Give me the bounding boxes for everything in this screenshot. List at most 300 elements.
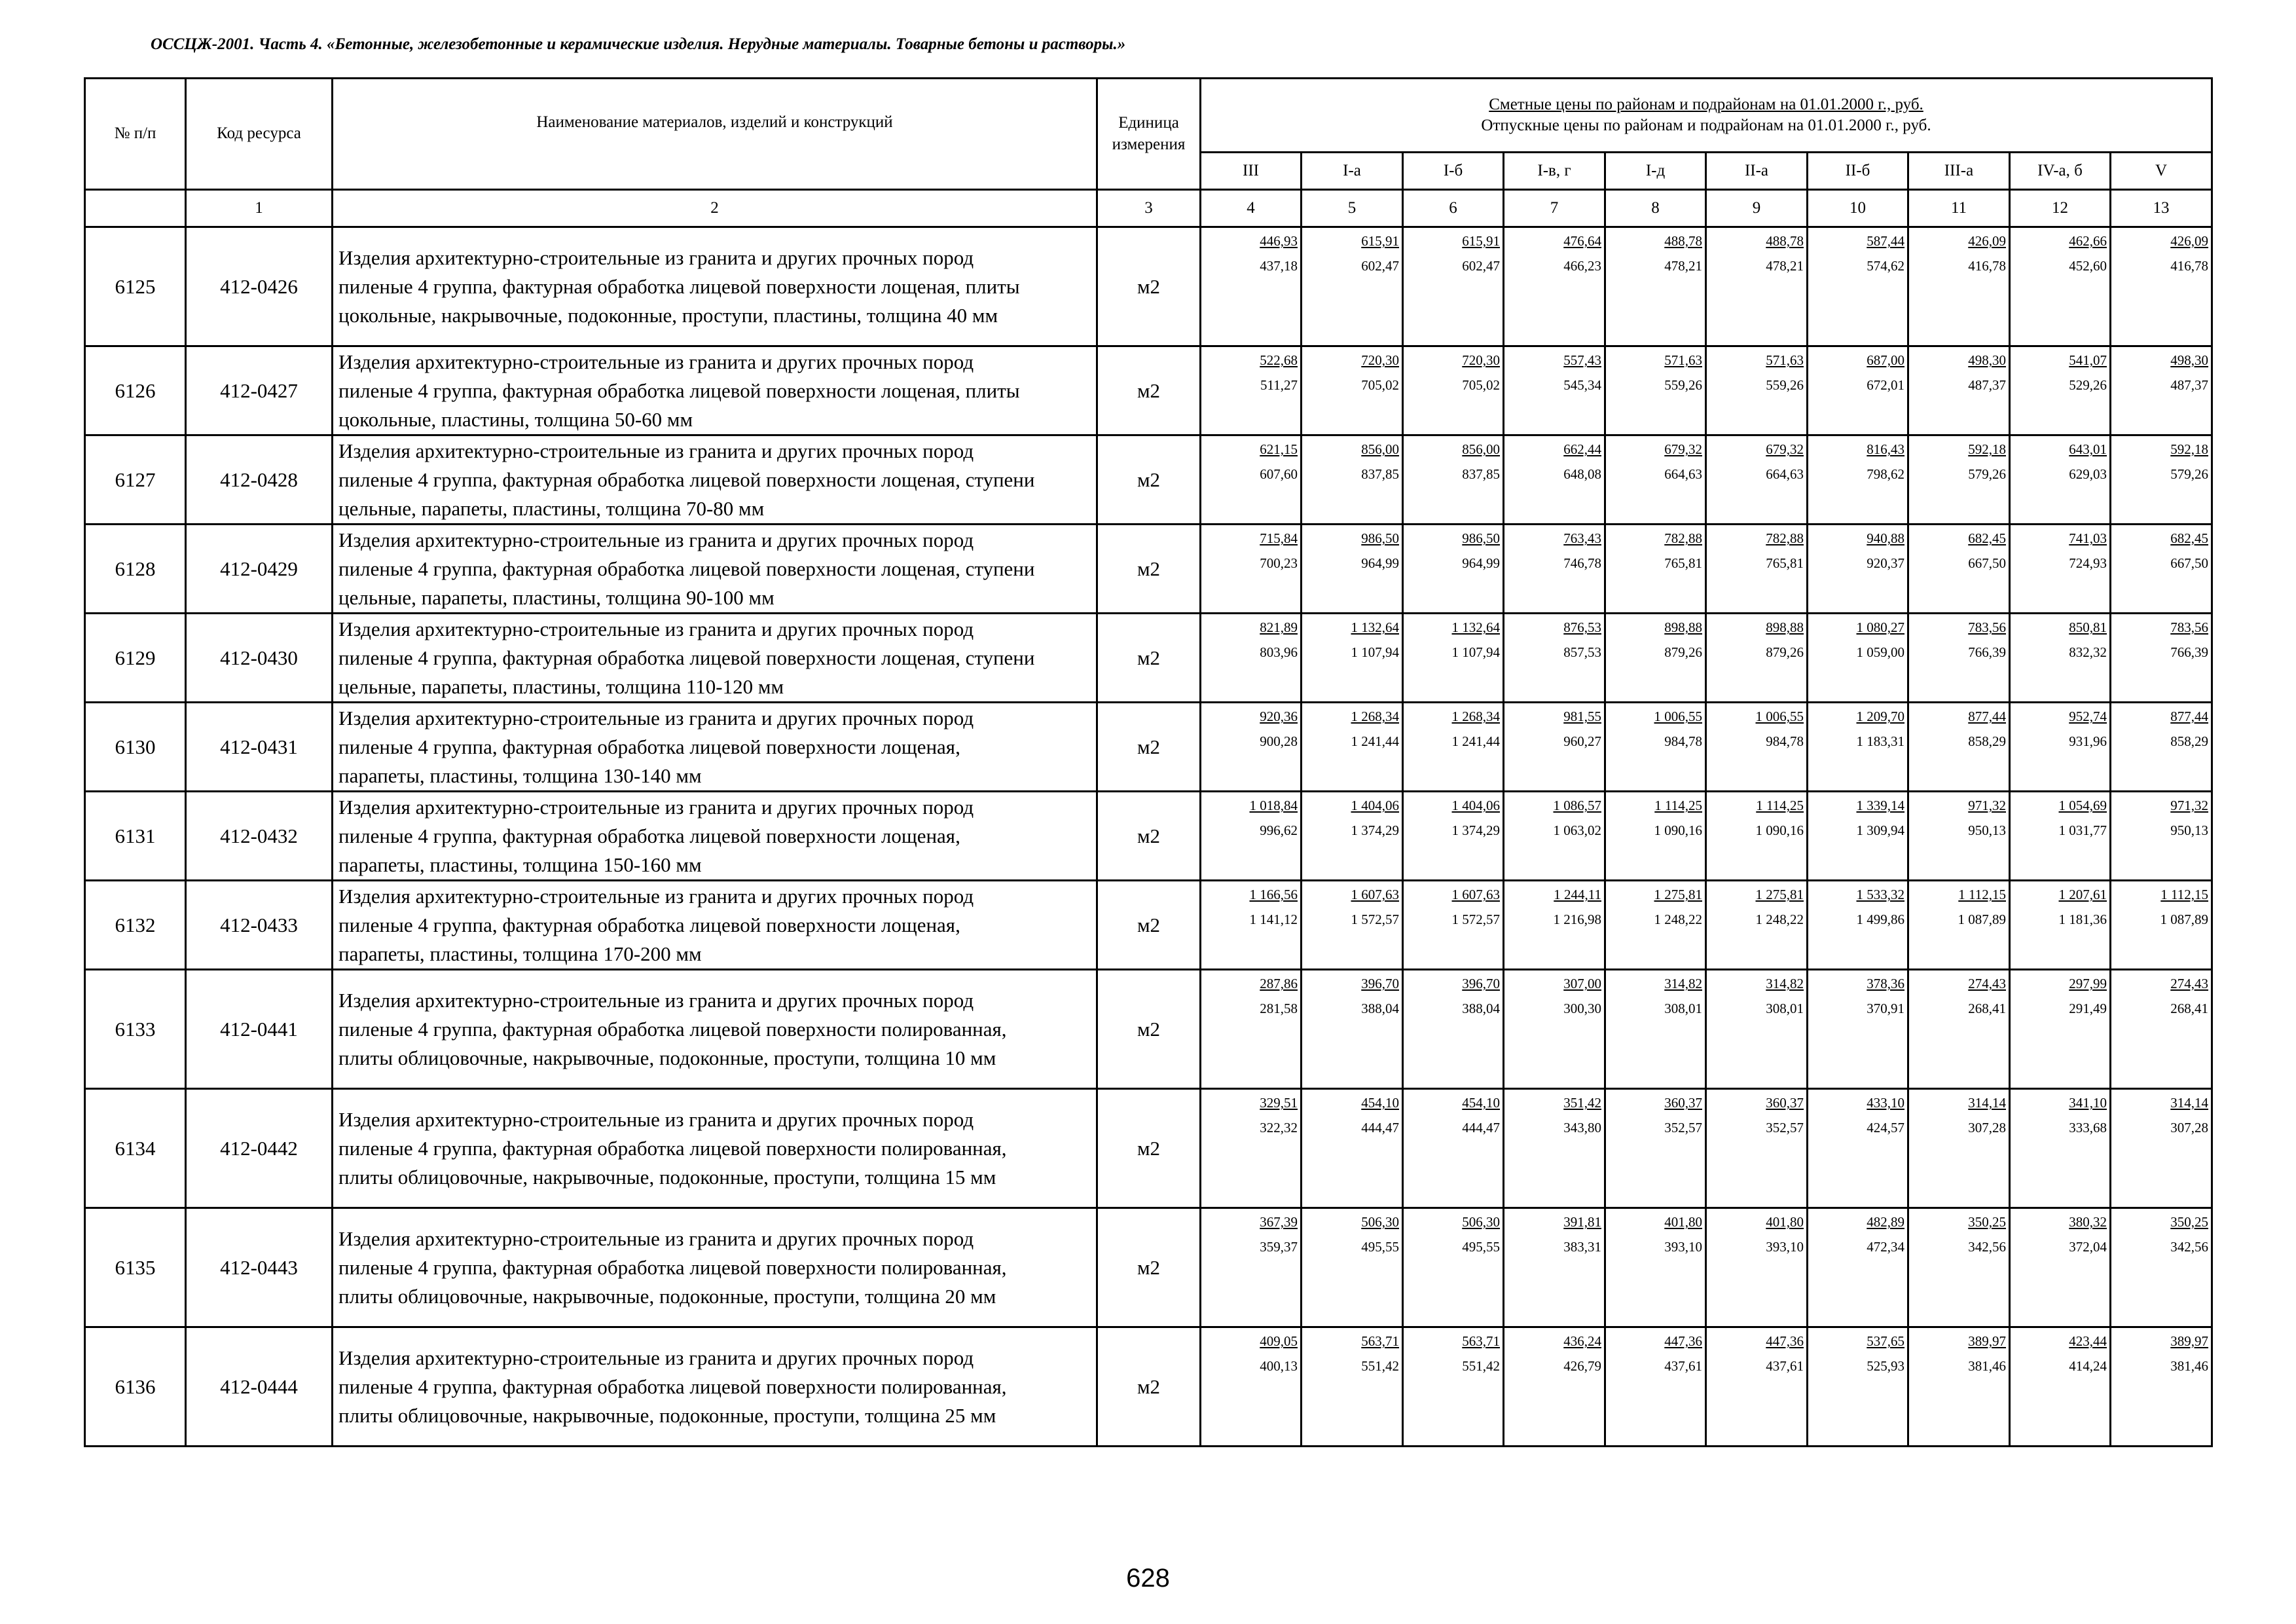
price-cell	[2010, 881, 2111, 970]
price-cell	[1908, 227, 2010, 346]
estimate-price: 920,36	[1260, 709, 1298, 724]
release-price: 1 248,22	[1755, 912, 1804, 927]
column-number: 11	[1908, 190, 2010, 227]
release-price: 765,81	[1664, 555, 1702, 571]
release-price: 960,27	[1563, 733, 1601, 749]
estimate-price: 782,88	[1664, 530, 1702, 546]
release-price: 1 241,44	[1351, 733, 1399, 749]
release-price: 798,62	[1867, 466, 1904, 482]
price-cell	[1605, 525, 1706, 614]
release-price: 964,99	[1462, 555, 1500, 571]
material-name-line: Изделия архитектурно-строительные из гранита и других прочных пород	[338, 706, 974, 729]
resource-code: 412-0433	[186, 881, 333, 970]
release-price: 559,26	[1664, 377, 1702, 393]
column-number: 2	[333, 190, 1097, 227]
estimate-price: 821,89	[1260, 619, 1298, 635]
material-name-line: цельные, парапеты, пластины, толщина 70-80 мм	[338, 496, 765, 520]
release-price: 525,93	[1867, 1358, 1904, 1374]
price-cell	[1403, 703, 1504, 792]
header-region: II-а	[1706, 153, 1808, 190]
release-price: 487,37	[1968, 377, 2006, 393]
price-cell	[1706, 1089, 1808, 1208]
price-cell	[2111, 792, 2212, 881]
release-price: 900,28	[1260, 733, 1298, 749]
price-cell	[1808, 970, 1908, 1089]
price-cell	[1706, 614, 1808, 703]
unit-of-measure: м2	[1097, 525, 1201, 614]
column-number: 1	[186, 190, 333, 227]
row-index: 6135	[85, 1208, 186, 1327]
material-name-line: Изделия архитектурно-строительные из гранита и других прочных пород	[338, 246, 974, 269]
page-header: ОССЦЖ-2001. Часть 4. «Бетонные, железобетонные и керамические изделия. Нерудные материалы. Товарные бетоны и растворы.»	[151, 35, 1126, 53]
price-cell	[1808, 1327, 1908, 1447]
price-cell	[1605, 1208, 1706, 1327]
estimate-price: 1 268,34	[1351, 709, 1399, 724]
price-cell	[2010, 970, 2111, 1089]
estimate-price: 816,43	[1867, 441, 1904, 457]
estimate-price: 423,44	[2069, 1333, 2107, 1349]
material-name-line: Изделия архитектурно-строительные из гранита и других прочных пород	[338, 884, 974, 908]
estimate-price: 488,78	[1664, 233, 1702, 249]
estimate-price: 476,64	[1563, 233, 1601, 249]
header-code: Код ресурса	[186, 79, 333, 190]
price-cell	[1302, 614, 1403, 703]
price-cell	[1605, 792, 1706, 881]
estimate-price: 971,32	[1968, 798, 2006, 813]
release-price: 950,13	[2170, 822, 2209, 838]
price-cell	[1201, 614, 1302, 703]
estimate-price: 679,32	[1664, 441, 1702, 457]
release-price: 551,42	[1361, 1358, 1399, 1374]
material-name-line: плиты облицовочные, накрывочные, подоконные, проступи, толщина 10 мм	[338, 1046, 996, 1069]
release-price: 1 181,36	[2058, 912, 2107, 927]
price-cell	[1908, 1327, 2010, 1447]
price-cell	[1504, 792, 1605, 881]
price-cell	[1201, 703, 1302, 792]
header-region: I-в, г	[1504, 153, 1605, 190]
estimate-price: 720,30	[1462, 352, 1500, 368]
estimate-price: 391,81	[1563, 1214, 1601, 1230]
price-cell	[1808, 525, 1908, 614]
estimate-price: 506,30	[1462, 1214, 1500, 1230]
material-name-line: пиленые 4 группа, фактурная обработка лицевой поверхности лощеная,	[338, 913, 960, 936]
estimate-price: 587,44	[1867, 233, 1904, 249]
estimate-price: 380,32	[2069, 1214, 2107, 1230]
material-name-line: пиленые 4 группа, фактурная обработка лицевой поверхности полированная,	[338, 1375, 1007, 1398]
column-number	[85, 190, 186, 227]
material-name-line: пиленые 4 группа, фактурная обработка лицевой поверхности полированная,	[338, 1017, 1007, 1041]
estimate-price: 682,45	[2170, 530, 2209, 546]
estimate-price: 782,88	[1766, 530, 1804, 546]
estimate-price: 436,24	[1563, 1333, 1601, 1349]
release-price: 388,04	[1462, 1001, 1500, 1016]
release-price: 705,02	[1462, 377, 1500, 393]
release-price: 444,47	[1462, 1120, 1500, 1135]
estimate-price: 537,65	[1867, 1333, 1904, 1349]
release-price: 1 090,16	[1755, 822, 1804, 838]
estimate-price: 396,70	[1361, 976, 1399, 991]
material-name	[333, 792, 1097, 881]
release-price: 803,96	[1260, 644, 1298, 660]
release-price: 381,46	[1968, 1358, 2006, 1374]
estimate-price: 360,37	[1766, 1095, 1804, 1111]
release-price: 996,62	[1260, 822, 1298, 838]
price-cell	[1605, 970, 1706, 1089]
price-cell	[1201, 346, 1302, 435]
price-cell	[1403, 970, 1504, 1089]
estimate-price: 1 275,81	[1755, 887, 1804, 902]
estimate-price: 898,88	[1664, 619, 1702, 635]
table-row	[85, 346, 2212, 435]
material-name-line: пиленые 4 группа, фактурная обработка лицевой поверхности лощеная, ступени	[338, 468, 1035, 491]
price-cell	[1706, 435, 1808, 525]
price-cell	[1908, 1208, 2010, 1327]
unit-of-measure: м2	[1097, 1089, 1201, 1208]
release-price: 393,10	[1664, 1239, 1702, 1255]
column-number: 10	[1808, 190, 1908, 227]
estimate-price: 662,44	[1563, 441, 1601, 457]
price-cell	[1706, 1327, 1808, 1447]
column-number: 6	[1403, 190, 1504, 227]
price-cell	[1201, 525, 1302, 614]
price-cell	[1908, 346, 2010, 435]
estimate-price: 488,78	[1766, 233, 1804, 249]
release-price: 857,53	[1563, 644, 1601, 660]
header-region: V	[2111, 153, 2212, 190]
estimate-price: 351,42	[1563, 1095, 1601, 1111]
estimate-price: 741,03	[2069, 530, 2107, 546]
estimate-price: 1 018,84	[1249, 798, 1298, 813]
estimate-price: 1 086,57	[1553, 798, 1601, 813]
estimate-price: 557,43	[1563, 352, 1601, 368]
price-cell	[1504, 881, 1605, 970]
table-row	[85, 703, 2212, 792]
estimate-price: 498,30	[1968, 352, 2006, 368]
estimate-price: 563,71	[1462, 1333, 1500, 1349]
estimate-price: 1 339,14	[1856, 798, 1904, 813]
estimate-price: 1 006,55	[1654, 709, 1702, 724]
price-cell	[1504, 970, 1605, 1089]
header-release-prices: Отпускные цены по районам и подрайонам на 01.01.2000 г., руб.	[1481, 117, 1931, 134]
column-number: 12	[2010, 190, 2111, 227]
row-index: 6130	[85, 703, 186, 792]
header-unit: Единица измерения	[1097, 79, 1201, 190]
resource-code: 412-0432	[186, 792, 333, 881]
estimate-price: 981,55	[1563, 709, 1601, 724]
release-price: 1 031,77	[2058, 822, 2107, 838]
release-price: 1 063,02	[1553, 822, 1601, 838]
price-cell	[1908, 614, 2010, 703]
material-name-line: Изделия архитектурно-строительные из гранита и других прочных пород	[338, 528, 974, 551]
estimate-price: 274,43	[2170, 976, 2209, 991]
price-cell	[1808, 435, 1908, 525]
estimate-price: 1 404,06	[1451, 798, 1500, 813]
estimate-price: 621,15	[1260, 441, 1298, 457]
material-name	[333, 881, 1097, 970]
material-name	[333, 1327, 1097, 1447]
price-cell	[2111, 970, 2212, 1089]
price-cell	[1302, 970, 1403, 1089]
material-name	[333, 227, 1097, 346]
header-idx: № п/п	[85, 79, 186, 190]
release-price: 307,28	[1968, 1120, 2006, 1135]
price-cell	[1504, 435, 1605, 525]
column-number: 7	[1504, 190, 1605, 227]
release-price: 393,10	[1766, 1239, 1804, 1255]
row-index: 6126	[85, 346, 186, 435]
estimate-price: 643,01	[2069, 441, 2107, 457]
price-cell	[1403, 435, 1504, 525]
price-table	[84, 77, 2213, 1447]
estimate-price: 563,71	[1361, 1333, 1399, 1349]
estimate-price: 592,18	[2170, 441, 2209, 457]
release-price: 667,50	[1968, 555, 2006, 571]
release-price: 307,28	[2170, 1120, 2209, 1135]
price-cell	[1302, 881, 1403, 970]
price-cell	[1605, 227, 1706, 346]
release-price: 388,04	[1361, 1001, 1399, 1016]
release-price: 1 374,29	[1451, 822, 1500, 838]
price-cell	[1201, 1327, 1302, 1447]
material-name	[333, 346, 1097, 435]
price-cell	[1605, 614, 1706, 703]
price-cell	[1403, 614, 1504, 703]
price-cell	[1302, 1208, 1403, 1327]
price-cell	[1504, 1208, 1605, 1327]
price-cell	[1504, 614, 1605, 703]
price-cell	[2010, 792, 2111, 881]
price-cell	[2111, 881, 2212, 970]
price-cell	[1706, 881, 1808, 970]
price-cell	[1302, 703, 1403, 792]
release-price: 437,61	[1766, 1358, 1804, 1374]
price-cell	[1504, 227, 1605, 346]
estimate-price: 1 114,25	[1756, 798, 1804, 813]
estimate-price: 307,00	[1563, 976, 1601, 991]
release-price: 308,01	[1766, 1001, 1804, 1016]
release-price: 268,41	[2170, 1001, 2209, 1016]
release-price: 529,26	[2069, 377, 2107, 393]
material-name-line: плиты облицовочные, накрывочные, подоконные, проступи, толщина 15 мм	[338, 1165, 996, 1189]
price-cell	[2010, 614, 2111, 703]
release-price: 381,46	[2170, 1358, 2209, 1374]
release-price: 352,57	[1766, 1120, 1804, 1135]
release-price: 383,31	[1563, 1239, 1601, 1255]
table-row	[85, 970, 2212, 1089]
price-cell	[2111, 435, 2212, 525]
material-name-line: цельные, парапеты, пластины, толщина 110-120 мм	[338, 674, 784, 698]
price-cell	[1808, 227, 1908, 346]
price-cell	[1706, 1208, 1808, 1327]
release-price: 370,91	[1867, 1001, 1904, 1016]
unit-of-measure: м2	[1097, 703, 1201, 792]
header-prices	[1201, 79, 2212, 153]
estimate-price: 877,44	[1968, 709, 2006, 724]
price-cell	[1908, 970, 2010, 1089]
price-cell	[1504, 525, 1605, 614]
release-price: 984,78	[1766, 733, 1804, 749]
price-cell	[1504, 1327, 1605, 1447]
release-price: 858,29	[1968, 733, 2006, 749]
price-cell	[1201, 1208, 1302, 1327]
release-price: 832,32	[2069, 644, 2107, 660]
release-price: 1 309,94	[1856, 822, 1904, 838]
resource-code: 412-0441	[186, 970, 333, 1089]
header-region: IV-а, б	[2010, 153, 2111, 190]
price-cell	[1706, 525, 1808, 614]
estimate-price: 1 132,64	[1351, 619, 1399, 635]
header-estimate-prices: Сметные цены по районам и подрайонам на 01.01.2000 г., руб.	[1489, 95, 1923, 113]
estimate-price: 856,00	[1361, 441, 1399, 457]
material-name	[333, 525, 1097, 614]
material-name-line: пиленые 4 группа, фактурная обработка лицевой поверхности лощеная, плиты	[338, 274, 1020, 298]
release-price: 372,04	[2069, 1239, 2107, 1255]
estimate-price: 1 166,56	[1249, 887, 1298, 902]
material-name	[333, 435, 1097, 525]
release-price: 472,34	[1867, 1239, 1904, 1255]
release-price: 437,18	[1260, 258, 1298, 274]
price-cell	[1302, 1089, 1403, 1208]
release-price: 837,85	[1361, 466, 1399, 482]
estimate-price: 687,00	[1867, 352, 1904, 368]
price-cell	[1706, 792, 1808, 881]
price-cell	[1605, 435, 1706, 525]
release-price: 426,79	[1563, 1358, 1601, 1374]
resource-code: 412-0430	[186, 614, 333, 703]
release-price: 452,60	[2069, 258, 2107, 274]
release-price: 964,99	[1361, 555, 1399, 571]
price-cell	[1908, 703, 2010, 792]
header-region: III-а	[1908, 153, 2010, 190]
estimate-price: 1 054,69	[2058, 798, 2107, 813]
release-price: 308,01	[1664, 1001, 1702, 1016]
price-cell	[1706, 227, 1808, 346]
release-price: 879,26	[1766, 644, 1804, 660]
estimate-price: 876,53	[1563, 619, 1601, 635]
release-price: 444,47	[1361, 1120, 1399, 1135]
estimate-price: 274,43	[1968, 976, 2006, 991]
price-cell	[2111, 1089, 2212, 1208]
estimate-price: 350,25	[2170, 1214, 2209, 1230]
material-name-line: Изделия архитектурно-строительные из гранита и других прочных пород	[338, 350, 974, 373]
unit-of-measure: м2	[1097, 614, 1201, 703]
price-cell	[1302, 435, 1403, 525]
material-name	[333, 970, 1097, 1089]
unit-of-measure: м2	[1097, 1208, 1201, 1327]
estimate-price: 898,88	[1766, 619, 1804, 635]
row-index: 6129	[85, 614, 186, 703]
estimate-price: 783,56	[1968, 619, 2006, 635]
material-name-line: цокольные, пластины, толщина 50-60 мм	[338, 407, 693, 431]
price-cell	[1605, 346, 1706, 435]
release-price: 837,85	[1462, 466, 1500, 482]
material-name-line: Изделия архитектурно-строительные из гранита и других прочных пород	[338, 1227, 974, 1250]
estimate-price: 1 404,06	[1351, 798, 1399, 813]
estimate-price: 1 209,70	[1856, 709, 1904, 724]
price-cell	[1201, 435, 1302, 525]
row-index: 6127	[85, 435, 186, 525]
release-price: 664,63	[1664, 466, 1702, 482]
estimate-price: 850,81	[2069, 619, 2107, 635]
price-cell	[2111, 1208, 2212, 1327]
estimate-price: 401,80	[1664, 1214, 1702, 1230]
price-cell	[1504, 1089, 1605, 1208]
release-price: 1 572,57	[1351, 912, 1399, 927]
estimate-price: 454,10	[1361, 1095, 1399, 1111]
estimate-price: 396,70	[1462, 976, 1500, 991]
price-cell	[1403, 525, 1504, 614]
price-cell	[2010, 1089, 2111, 1208]
price-cell	[2111, 227, 2212, 346]
price-cell	[1908, 881, 2010, 970]
estimate-price: 592,18	[1968, 441, 2006, 457]
header-region: I-б	[1403, 153, 1504, 190]
price-cell	[1706, 970, 1808, 1089]
price-cell	[1706, 703, 1808, 792]
estimate-price: 571,63	[1766, 352, 1804, 368]
estimate-price: 1 006,55	[1755, 709, 1804, 724]
row-index: 6131	[85, 792, 186, 881]
material-name-line: пиленые 4 группа, фактурная обработка лицевой поверхности лощеная, ступени	[338, 646, 1035, 669]
estimate-price: 615,91	[1361, 233, 1399, 249]
estimate-price: 1 533,32	[1856, 887, 1904, 902]
material-name-line: Изделия архитектурно-строительные из гранита и других прочных пород	[338, 1107, 974, 1131]
estimate-price: 454,10	[1462, 1095, 1500, 1111]
estimate-price: 763,43	[1563, 530, 1601, 546]
estimate-price: 433,10	[1867, 1095, 1904, 1111]
resource-code: 412-0428	[186, 435, 333, 525]
estimate-price: 522,68	[1260, 352, 1298, 368]
price-cell	[1908, 525, 2010, 614]
material-name-line: пиленые 4 группа, фактурная обработка лицевой поверхности лощеная, плиты	[338, 378, 1020, 402]
unit-of-measure: м2	[1097, 346, 1201, 435]
price-cell	[1808, 1208, 1908, 1327]
price-cell	[1706, 346, 1808, 435]
material-name	[333, 1208, 1097, 1327]
price-cell	[1403, 1208, 1504, 1327]
unit-of-measure: м2	[1097, 227, 1201, 346]
estimate-price: 360,37	[1664, 1095, 1702, 1111]
release-price: 931,96	[2069, 733, 2107, 749]
price-cell	[1302, 525, 1403, 614]
column-number: 9	[1706, 190, 1808, 227]
resource-code: 412-0426	[186, 227, 333, 346]
estimate-price: 1 244,11	[1554, 887, 1601, 902]
material-name-line: Изделия архитектурно-строительные из гранита и других прочных пород	[338, 439, 974, 462]
release-price: 672,01	[1867, 377, 1904, 393]
table-row	[85, 881, 2212, 970]
release-price: 416,78	[2170, 258, 2209, 274]
estimate-price: 1 132,64	[1451, 619, 1500, 635]
release-price: 322,32	[1260, 1120, 1298, 1135]
header-name: Наименование материалов, изделий и конструкций	[333, 79, 1097, 190]
row-index: 6132	[85, 881, 186, 970]
material-name	[333, 703, 1097, 792]
price-cell	[1302, 792, 1403, 881]
estimate-price: 783,56	[2170, 619, 2209, 635]
release-price: 300,30	[1563, 1001, 1601, 1016]
release-price: 579,26	[1968, 466, 2006, 482]
price-cell	[1808, 614, 1908, 703]
release-price: 766,39	[1968, 644, 2006, 660]
column-number: 4	[1201, 190, 1302, 227]
release-price: 551,42	[1462, 1358, 1500, 1374]
estimate-price: 409,05	[1260, 1333, 1298, 1349]
row-index: 6136	[85, 1327, 186, 1447]
release-price: 765,81	[1766, 555, 1804, 571]
price-cell	[1808, 792, 1908, 881]
price-cell	[1808, 703, 1908, 792]
